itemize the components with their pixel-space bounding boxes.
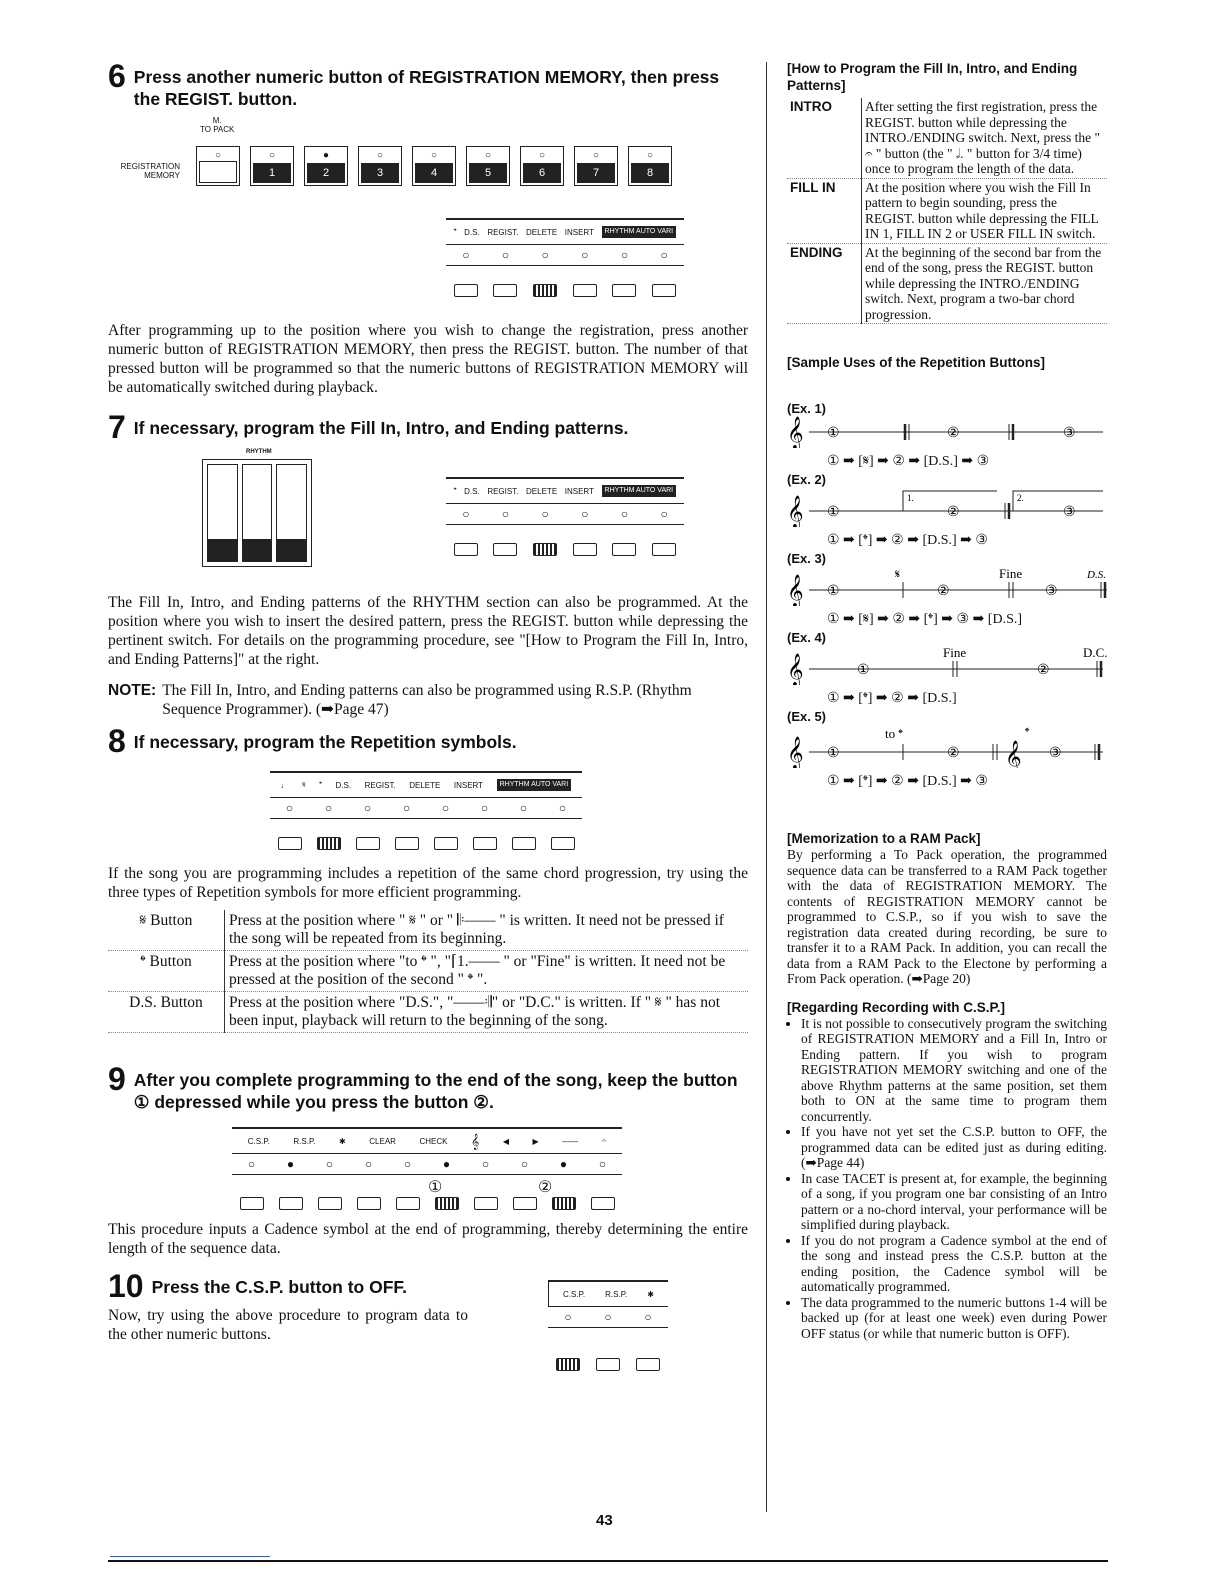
rhythm-auto-vari-label: RHYTHM AUTO VARI xyxy=(497,779,572,791)
table-desc: After setting the first registration, press the REGIST. button while depressing the INTRO./ENDING switch. Next, press the " 𝄐 " button (the " 𝅗𝅥. " button for 3/4 time) once to program the length of the data. xyxy=(862,98,1108,178)
example-sequence: ① ➡ [𝄌] ➡ ② ➡ [D.S.] ➡ ③ xyxy=(827,533,988,548)
table-desc: Press at the position where "D.S.", "——𝄇" or "D.C." is written. If " 𝄋 " has not been input, playback will return to the beginning of the song. xyxy=(225,992,749,1033)
staff-marker: ① xyxy=(827,504,840,520)
panel-button[interactable] xyxy=(454,284,478,297)
delete-label: DELETE xyxy=(526,227,558,237)
panel-button[interactable] xyxy=(434,837,458,850)
step-number: 10 xyxy=(108,1268,144,1304)
delete-label: DELETE xyxy=(409,780,441,790)
table-key: 𝄌 Button xyxy=(108,951,225,992)
step-9-text: This procedure inputs a Cadence symbol at the end of programming, thereby determining the entire length of the sequence data. xyxy=(108,1221,748,1257)
example-sequence: ① ➡ [𝄌] ➡ ② ➡ [D.S.] ➡ ③ xyxy=(827,774,988,789)
coda-icon: 𝄌 xyxy=(1025,725,1030,739)
check-label: CHECK xyxy=(419,1136,448,1146)
insert-label: INSERT xyxy=(453,780,484,790)
example-sequence: ① ➡ [𝄋] ➡ ② ➡ [𝄌] ➡ ③ ➡ [D.S.] xyxy=(827,612,1023,627)
step-title: If necessary, program the Fill In, Intro, and Ending patterns. xyxy=(133,418,629,438)
panel-button[interactable] xyxy=(652,284,676,297)
panel-button[interactable] xyxy=(396,1197,420,1210)
panel-buttons xyxy=(446,284,684,297)
marker-2: ② xyxy=(538,1179,553,1196)
panel-figure-6 xyxy=(446,218,684,297)
left-arrow-icon: ◀ xyxy=(502,1136,509,1146)
list-item: • If you do not program a Cadence symbol at the end of the song and instead press the C.S.P. button at the ending position, the Cadence symbol will be automatically programmed. xyxy=(801,1233,1107,1295)
volta-1-label: 1. xyxy=(907,493,914,503)
staff-marker: ③ xyxy=(1045,583,1058,599)
example-label: (Ex. 3) xyxy=(787,551,827,566)
list-item: • In case TACET is present at, for example, the beginning of a song, if you program one bar consisting of an Intro pattern or a no-chord interval, your performance will be simplified during playback. xyxy=(801,1171,1107,1233)
staff-marker: ① xyxy=(827,583,840,599)
staff-marker: ② xyxy=(947,425,960,441)
example-sequence: ① ➡ [𝄋] ➡ ② ➡ [D.S.] ➡ ③ xyxy=(827,454,990,469)
panel-button[interactable] xyxy=(454,543,478,556)
staff-marker: ① xyxy=(827,425,840,441)
panel-button[interactable] xyxy=(591,1197,615,1210)
footer-accent-line xyxy=(110,1556,270,1557)
fine-label: Fine xyxy=(943,645,967,660)
reg-button-5[interactable]: ○ 5 xyxy=(466,146,510,186)
to-pack-label: TO PACK xyxy=(200,125,235,134)
example-label: (Ex. 1) xyxy=(787,401,827,416)
ds-label: D.S. xyxy=(1087,569,1106,581)
step-number: 9 xyxy=(108,1061,126,1097)
footer-line xyxy=(108,1560,1108,1562)
segno-label: 𝄋 xyxy=(302,780,306,789)
panel-buttons xyxy=(270,837,582,850)
asterisk-label: ✱ xyxy=(647,1289,654,1299)
staff-marker: ③ xyxy=(1049,745,1062,761)
panel-button[interactable] xyxy=(356,837,380,850)
sample-heading: [Sample Uses of the Repetition Buttons] xyxy=(787,355,1046,370)
example-2-staff xyxy=(787,487,1107,527)
panel-button[interactable] xyxy=(512,837,536,850)
table-row xyxy=(108,951,748,992)
example-label: (Ex. 4) xyxy=(787,630,827,645)
table-key: INTRO xyxy=(787,98,862,178)
examples xyxy=(787,401,1107,790)
example-label: (Ex. 5) xyxy=(787,709,827,724)
reg-memory-label: REGISTRATION MEMORY xyxy=(120,162,180,180)
table-desc: Press at the position where " 𝄋 " or " 𝄆—— " is written. It need not be pressed if the song will be repeated from its beginning. xyxy=(225,910,749,951)
csp-label: C.S.P. xyxy=(563,1289,586,1299)
rsp-button[interactable] xyxy=(596,1358,620,1371)
to-coda-label: to 𝄌 xyxy=(885,726,903,741)
regist-label: REGIST. xyxy=(487,486,519,496)
staff-marker: ① xyxy=(857,662,870,678)
column-divider xyxy=(766,62,767,1512)
note xyxy=(108,681,748,719)
coda-label: 𝄌 xyxy=(319,780,322,789)
led-row: ○ ○ ○ ○ ○ ○ xyxy=(446,504,684,525)
table-row xyxy=(787,98,1107,178)
panel-buttons xyxy=(232,1197,622,1210)
fill-in-2-switch[interactable] xyxy=(276,464,307,562)
rhythm-auto-vari-label: RHYTHM AUTO VARI xyxy=(602,485,677,497)
table-row xyxy=(787,178,1107,243)
panel-buttons xyxy=(446,543,684,556)
table-row xyxy=(108,910,748,951)
rhythm-switches xyxy=(202,459,312,567)
reg-buttons-row xyxy=(196,146,672,186)
table-key: 𝄋 Button xyxy=(108,910,225,951)
panel-button[interactable] xyxy=(612,284,636,297)
table-key: ENDING xyxy=(787,243,862,324)
panel-button[interactable] xyxy=(573,284,597,297)
note-label: NOTE: xyxy=(108,682,157,699)
step-title: Press another numeric button of REGISTRATION MEMORY, then press the REGIST. button. xyxy=(133,67,720,109)
repetition-table xyxy=(108,910,748,1033)
panel-button[interactable] xyxy=(473,837,497,850)
rhythm-auto-vari-label: RHYTHM AUTO VARI xyxy=(602,226,677,238)
step-number: 7 xyxy=(108,409,126,445)
table-key: FILL IN xyxy=(787,178,862,243)
step-number: 6 xyxy=(108,58,126,94)
rsp-label: R.S.P. xyxy=(605,1289,628,1299)
treble-clef-icon: 𝄞 xyxy=(787,416,804,448)
treble-clef-icon: 𝄞 xyxy=(787,495,804,527)
clef-label: 𝄞 xyxy=(471,1132,480,1149)
example-5-staff xyxy=(787,724,1107,768)
example-label: (Ex. 2) xyxy=(787,472,827,487)
panel-button[interactable] xyxy=(395,837,419,850)
regist-label: REGIST. xyxy=(364,780,396,790)
panel-figure-7 xyxy=(446,477,684,556)
note-text: The Fill In, Intro, and Ending patterns can also be programmed using R.S.P. (Rhythm Sequence Programmer). (➡Page 47) xyxy=(162,682,692,718)
panel-button-1[interactable] xyxy=(435,1197,459,1210)
csp-heading: [Regarding Recording with C.S.P.] xyxy=(787,999,1006,1015)
right-column xyxy=(787,60,1107,1341)
panel-button[interactable] xyxy=(551,837,575,850)
table-row xyxy=(787,243,1107,324)
step-title: Press the C.S.P. button to OFF. xyxy=(151,1277,407,1297)
staff-marker: ③ xyxy=(1063,425,1076,441)
panel-button[interactable] xyxy=(279,1197,303,1210)
dc-label: D.C. xyxy=(1083,645,1107,660)
step-title: If necessary, program the Repetition symbols. xyxy=(133,732,517,752)
panel-button[interactable] xyxy=(493,284,517,297)
led-row: ○ ○ ○ ○ ○ ○ xyxy=(446,245,684,266)
panel-figure-9 xyxy=(232,1127,622,1210)
panel-button-selected[interactable] xyxy=(533,543,557,556)
table-desc: At the beginning of the second bar from the end of the song, press the REGIST. button while depressing the INTRO./ENDING switch. Next, program a two-bar chord progression. xyxy=(862,243,1108,324)
example-4-staff xyxy=(787,645,1107,685)
how-to-heading: [How to Program the Fill In, Intro, and Ending Patterns] xyxy=(787,61,1078,93)
reg-m-button[interactable]: ○ xyxy=(196,146,240,186)
panel-button-2[interactable] xyxy=(552,1197,576,1210)
list-item: • If you have not yet set the C.S.P. button to OFF, the programmed data can be edited just as during editing. (➡Page 44) xyxy=(801,1124,1107,1171)
fermata-label: 𝄐 xyxy=(601,1136,607,1145)
staff-marker: ② xyxy=(947,504,960,520)
panel-figure-8 xyxy=(270,771,582,850)
bar-label: —— xyxy=(562,1136,579,1146)
staff-marker: ① xyxy=(827,745,840,761)
coda-label: 𝄌 xyxy=(453,486,457,495)
right-arrow-icon: ▶ xyxy=(532,1136,539,1146)
led-row: ○ ○ ○ ○ ○ ○ ○ ○ xyxy=(270,798,582,819)
volta-2-label: 2. xyxy=(1017,493,1024,503)
asterisk-label: ✱ xyxy=(339,1136,346,1146)
step-9-heading xyxy=(108,1063,748,1113)
note-label-icon: ♩ xyxy=(280,780,289,790)
reg-button-8[interactable]: ○ 8 xyxy=(628,146,672,186)
step-6-text: After programming up to the position where you wish to change the registration, press another numeric button of REGISTRATION MEMORY, then press the REGIST. button. The number of that pressed button will be programmed so that the numeric buttons of REGISTRATION MEMORY will be automatically switched during playback. xyxy=(108,322,748,396)
segno-coda-label: 𝄌 xyxy=(453,227,457,236)
treble-clef-icon: 𝄞 xyxy=(1005,740,1022,768)
panel-button[interactable] xyxy=(513,1197,537,1210)
m-label: M. xyxy=(212,116,222,125)
panel-button-selected[interactable] xyxy=(317,837,341,850)
panel-button[interactable] xyxy=(573,543,597,556)
regist-label: REGIST. xyxy=(487,227,519,237)
csp-label: C.S.P. xyxy=(247,1136,270,1146)
panel-button[interactable] xyxy=(493,543,517,556)
rsp-label: R.S.P. xyxy=(293,1136,316,1146)
reg-button-3[interactable]: ○ 3 xyxy=(358,146,402,186)
step-title: After you complete programming to the end of the song, keep the button ① depressed while you press the button ②. xyxy=(133,1070,738,1112)
reg-button-6[interactable]: ○ 6 xyxy=(520,146,564,186)
csp-list xyxy=(787,1016,1107,1342)
clear-label: CLEAR xyxy=(369,1136,396,1146)
example-3-staff xyxy=(787,566,1123,606)
insert-label: INSERT xyxy=(564,227,594,237)
asterisk-button[interactable] xyxy=(636,1358,660,1371)
step-10 xyxy=(108,1270,748,1430)
led-row: ○ ● ○ ○ ○ ● ○ ○ ● ○ xyxy=(232,1154,622,1175)
fine-label: Fine xyxy=(999,566,1023,581)
table-row xyxy=(108,992,748,1033)
staff-marker: ② xyxy=(947,745,960,761)
example-1-staff xyxy=(787,416,1107,448)
led-row: ○ ○ ○ xyxy=(548,1307,668,1328)
treble-clef-icon: 𝄞 xyxy=(787,653,804,685)
step-10-text: Now, try using the above procedure to program data to the other numeric buttons. xyxy=(108,1307,468,1343)
step-7-text: The Fill In, Intro, and Ending patterns of the RHYTHM section can also be programmed. At the position where you wish to insert the desired pattern, press the REGIST. button while depressing the pertinent switch. For details on the programming procedure, see "[How to Program the Fill In, Intro, and Ending Patterns]" at the right. xyxy=(108,594,748,668)
panel-figure-10 xyxy=(548,1280,668,1371)
reg-button-1[interactable]: ○ 1 xyxy=(250,146,294,186)
panel-button[interactable] xyxy=(652,543,676,556)
left-column xyxy=(108,60,748,1430)
how-to-table xyxy=(787,98,1107,324)
staff-marker: ② xyxy=(1037,662,1050,678)
example-sequence: ① ➡ [𝄌] ➡ ② ➡ [D.S.] xyxy=(827,691,957,706)
step-8-text: If the song you are programming includes a repetition of the same chord progression, try using the three types of Repetition symbols for more efficient programming. xyxy=(108,865,748,901)
table-desc: At the position where you wish the Fill In pattern to begin sounding, press the REGIST. button while depressing the FILL IN 1, FILL IN 2 or USER FILL IN switch. xyxy=(862,178,1108,243)
delete-label: DELETE xyxy=(526,486,558,496)
list-item: • The data programmed to the numeric buttons 1-4 will be backed up (for at least one week) even during Power OFF status (or while that numeric button is OFF). xyxy=(801,1295,1107,1342)
panel-button[interactable] xyxy=(278,837,302,850)
table-key: D.S. Button xyxy=(108,992,225,1033)
step-number: 8 xyxy=(108,723,126,759)
panel-buttons xyxy=(548,1358,668,1371)
ds-label: D.S. xyxy=(464,486,480,496)
insert-label: INSERT xyxy=(564,486,594,496)
csp-button[interactable] xyxy=(556,1358,580,1371)
ds-label: D.S. xyxy=(335,780,352,790)
panel-button-selected[interactable] xyxy=(533,284,557,297)
list-item: • It is not possible to consecutively program the switching of REGISTRATION MEMORY and a Fill In, Intro or Ending pattern. If you wish to program REGISTRATION MEMORY switching and one of the above Rhythm patterns at the same position, set them both to ON at the same time to program them concurrently. xyxy=(801,1016,1107,1125)
step-8-heading xyxy=(108,725,748,757)
intro-ending-switch[interactable] xyxy=(207,464,238,562)
marker-1: ① xyxy=(428,1179,443,1196)
reg-button-4[interactable]: ○ 4 xyxy=(412,146,456,186)
staff-marker: ② xyxy=(937,583,950,599)
ds-label: D.S. xyxy=(464,227,480,237)
reg-button-7[interactable]: ○ 7 xyxy=(574,146,618,186)
rhythm-label: RHYTHM xyxy=(246,449,272,455)
reg-button-2[interactable]: ● 2 xyxy=(304,146,348,186)
panel-button[interactable] xyxy=(474,1197,498,1210)
page-number: 43 xyxy=(596,1512,613,1529)
treble-clef-icon: 𝄞 xyxy=(787,574,804,606)
step-6-heading xyxy=(108,60,748,110)
step-7-figures xyxy=(108,449,748,579)
table-desc: Press at the position where "to 𝄌 ", "⌈1.—— " or "Fine" is written. It need not be pressed at the position of the second " 𝄌 ". xyxy=(225,951,749,992)
staff-marker: ③ xyxy=(1063,504,1076,520)
fill-in-1-switch[interactable] xyxy=(242,464,273,562)
ram-pack-heading: [Memorization to a RAM Pack] xyxy=(787,831,981,846)
panel-button[interactable] xyxy=(357,1197,381,1210)
segno-icon: 𝄋 xyxy=(895,567,901,581)
registration-memory-figure xyxy=(108,116,748,198)
panel-button[interactable] xyxy=(318,1197,342,1210)
step-7-heading xyxy=(108,411,748,443)
treble-clef-icon: 𝄞 xyxy=(787,736,804,768)
panel-button[interactable] xyxy=(612,543,636,556)
ram-pack-text: By performing a To Pack operation, the programmed sequence data can be transferred to a RAM Pack together with the data of REGISTRATION MEMORY. The contents of REGISTRATION MEMORY cannot be programmed to C.S.P., so if you wish to save the registration data created during recording, be sure to transfer it to a RAM Pack. In addition, you can recall the data from a RAM Pack to the Electone by performing a From Pack operation. (➡Page 20) xyxy=(787,847,1107,986)
panel-button[interactable] xyxy=(240,1197,264,1210)
